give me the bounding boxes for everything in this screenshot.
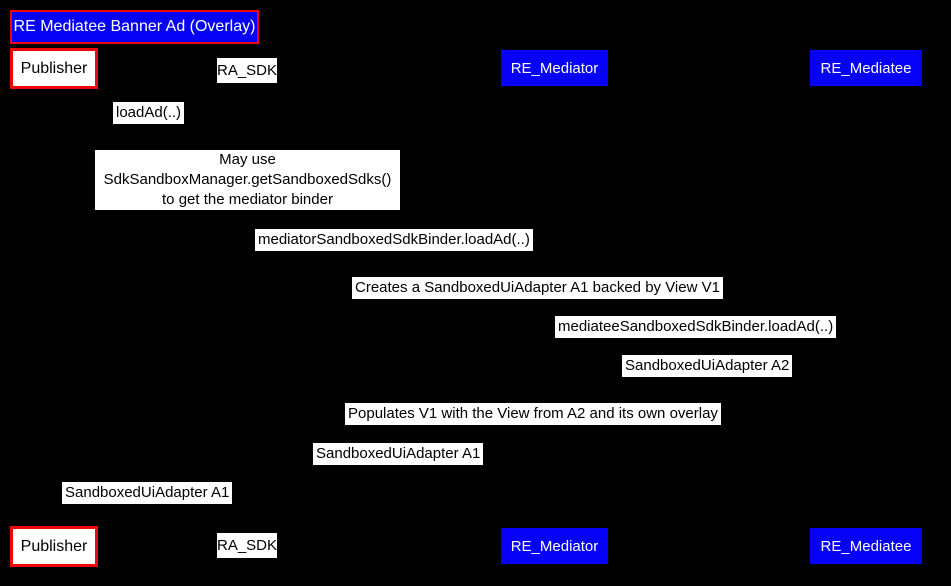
participant-ra-sdk-top: RA_SDK: [217, 58, 277, 83]
message-label-sandboxeduiadapter-a1-to-publisher: SandboxedUiAdapter A1: [62, 482, 232, 504]
message-label-sandboxeduiadapter-a1-to-sdk: SandboxedUiAdapter A1: [313, 443, 483, 465]
message-label-loadad: loadAd(..): [113, 102, 184, 124]
participant-re-mediatee-top: RE_Mediatee: [810, 50, 922, 86]
participant-re-mediator-top: RE_Mediator: [501, 50, 608, 86]
diagram-title: RE Mediatee Banner Ad (Overlay): [10, 10, 259, 44]
note-line: May use: [219, 151, 276, 168]
participant-re-mediatee-bottom: RE_Mediatee: [810, 528, 922, 564]
participant-re-mediator-bottom: RE_Mediator: [501, 528, 608, 564]
note-creates-adapter-a1: Creates a SandboxedUiAdapter A1 backed by View V1: [352, 277, 723, 299]
message-label-sandboxeduiadapter-a2: SandboxedUiAdapter A2: [622, 355, 792, 377]
note-line: SdkSandboxManager.getSandboxedSdks(): [103, 171, 392, 188]
participant-publisher-bottom: Publisher: [10, 526, 98, 567]
message-label-mediator-binder-loadad: mediatorSandboxedSdkBinder.loadAd(..): [255, 229, 533, 251]
note-may-use-getsandboxedsdks: [95, 150, 400, 210]
note-line: to get the mediator binder: [162, 191, 333, 208]
message-label-mediatee-binder-loadad: mediateeSandboxedSdkBinder.loadAd(..): [555, 316, 836, 338]
note-populates-v1-overlay: Populates V1 with the View from A2 and its own overlay: [345, 403, 721, 425]
participant-publisher-top: Publisher: [10, 48, 98, 89]
participant-ra-sdk-bottom: RA_SDK: [217, 533, 277, 558]
